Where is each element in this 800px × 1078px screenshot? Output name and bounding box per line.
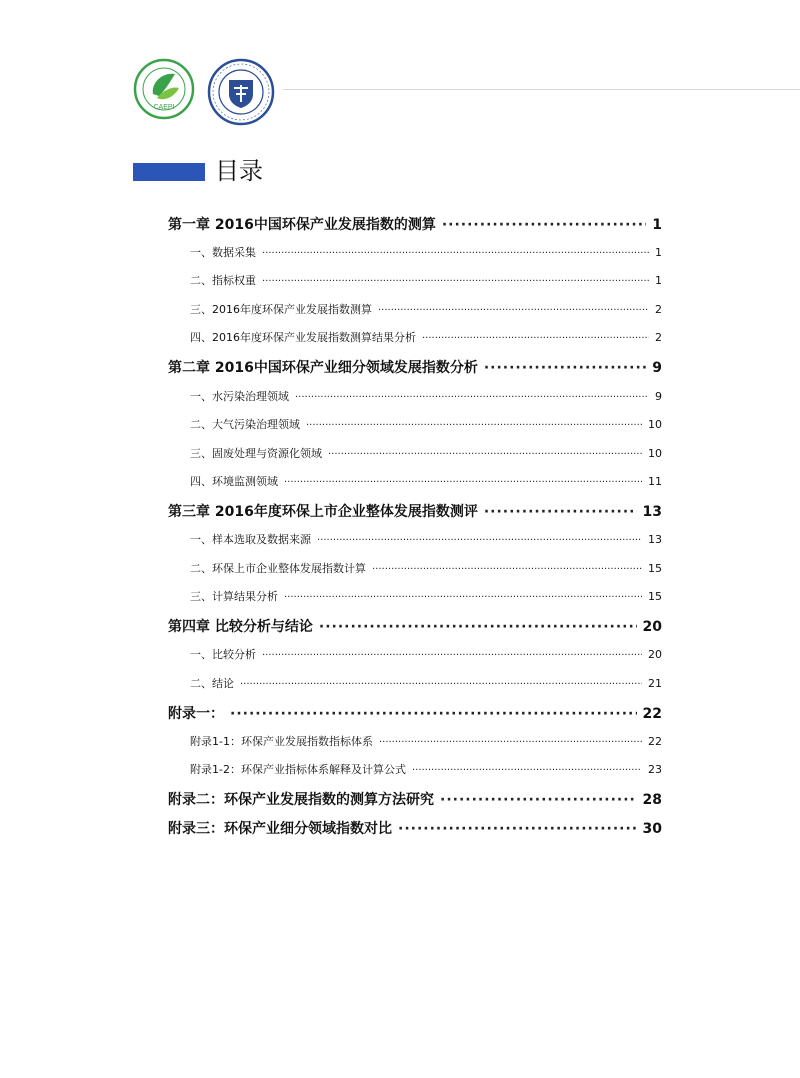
toc-label: 一、样本选取及数据来源: [190, 533, 311, 546]
toc-entry[interactable]: [168, 617, 662, 637]
header-rule: [283, 89, 800, 90]
toc-label: 附录二：环保产业发展指数的测算方法研究: [168, 792, 434, 808]
toc-label: 第二章 2016中国环保产业细分领域发展指数分析: [168, 360, 478, 376]
toc-label: 四、2016年度环保产业发展指数测算结果分析: [190, 331, 416, 344]
toc-entry[interactable]: [190, 676, 662, 693]
toc-entry[interactable]: [190, 734, 662, 751]
toc-entry[interactable]: [190, 330, 662, 347]
toc-entry[interactable]: [168, 819, 662, 839]
toc-label: 一、水污染治理领域: [190, 390, 289, 403]
toc-page: 20: [642, 619, 662, 635]
toc-page: 28: [642, 792, 662, 808]
toc-entry[interactable]: [190, 762, 662, 779]
toc-label: 附录一：: [168, 706, 224, 722]
toc-entry[interactable]: [168, 358, 662, 378]
toc-page: 13: [642, 504, 662, 520]
toc-entry[interactable]: [168, 502, 662, 522]
toc-entry[interactable]: [190, 273, 662, 290]
toc-entry[interactable]: [190, 417, 662, 434]
toc-label: 三、2016年度环保产业发展指数测算: [190, 303, 372, 316]
toc-label: 三、计算结果分析: [190, 590, 278, 603]
toc-page: 10: [648, 418, 662, 431]
toc-page: 10: [648, 447, 662, 460]
toc-page: 2: [655, 331, 662, 344]
toc-page: 21: [648, 677, 662, 690]
toc-label: 二、大气污染治理领域: [190, 418, 300, 431]
page-title: 目录: [215, 157, 263, 185]
toc-entry[interactable]: [190, 446, 662, 463]
toc-page: 9: [652, 360, 662, 376]
toc-label: 附录1-2：环保产业指标体系解释及计算公式: [190, 763, 406, 776]
toc-label: 二、结论: [190, 677, 234, 690]
toc-label: 一、数据采集: [190, 246, 256, 259]
toc-entry[interactable]: [168, 704, 662, 724]
toc-page: 23: [648, 763, 662, 776]
toc-entry[interactable]: [190, 389, 662, 406]
toc-label: 第三章 2016年度环保上市企业整体发展指数测评: [168, 504, 478, 520]
page-header: [0, 0, 800, 140]
toc-label: 附录1-1：环保产业发展指数指标体系: [190, 735, 373, 748]
toc-label: 一、比较分析: [190, 648, 256, 661]
toc-label: 第一章 2016中国环保产业发展指数的测算: [168, 217, 436, 233]
toc-entry[interactable]: [190, 561, 662, 578]
caepi-logo: [133, 58, 195, 120]
toc-page: 13: [648, 533, 662, 546]
toc-label: 二、环保上市企业整体发展指数计算: [190, 562, 366, 575]
toc-entry[interactable]: [190, 245, 662, 262]
toc-page: 2: [655, 303, 662, 316]
toc-label: 第四章 比较分析与结论: [168, 619, 313, 635]
toc-page: 9: [655, 390, 662, 403]
toc-page: 15: [648, 562, 662, 575]
toc-label: 三、固废处理与资源化领域: [190, 447, 322, 460]
toc-page: 11: [648, 475, 662, 488]
toc-entry[interactable]: [190, 589, 662, 606]
toc-entry[interactable]: [168, 215, 662, 235]
toc-entry[interactable]: [190, 474, 662, 491]
toc-entry[interactable]: [190, 532, 662, 549]
toc-page: 20: [648, 648, 662, 661]
toc-page: 30: [642, 821, 662, 837]
toc-label: 四、环境监测领域: [190, 475, 278, 488]
toc-page: 1: [655, 274, 662, 287]
toc-page: 1: [652, 217, 662, 233]
toc-page: 22: [648, 735, 662, 748]
toc-entry[interactable]: [190, 647, 662, 664]
toc-label: 附录三：环保产业细分领域指数对比: [168, 821, 392, 837]
toc-page: 1: [655, 246, 662, 259]
toc-entry[interactable]: [168, 790, 662, 810]
tjpu-logo: [207, 58, 275, 126]
toc-page: 22: [642, 706, 662, 722]
title-accent-bar: [133, 163, 205, 181]
toc-label: 二、指标权重: [190, 274, 256, 287]
toc-page: 15: [648, 590, 662, 603]
caepi-logo-text: CAEPI: [153, 104, 175, 111]
toc-entry[interactable]: [190, 302, 662, 319]
